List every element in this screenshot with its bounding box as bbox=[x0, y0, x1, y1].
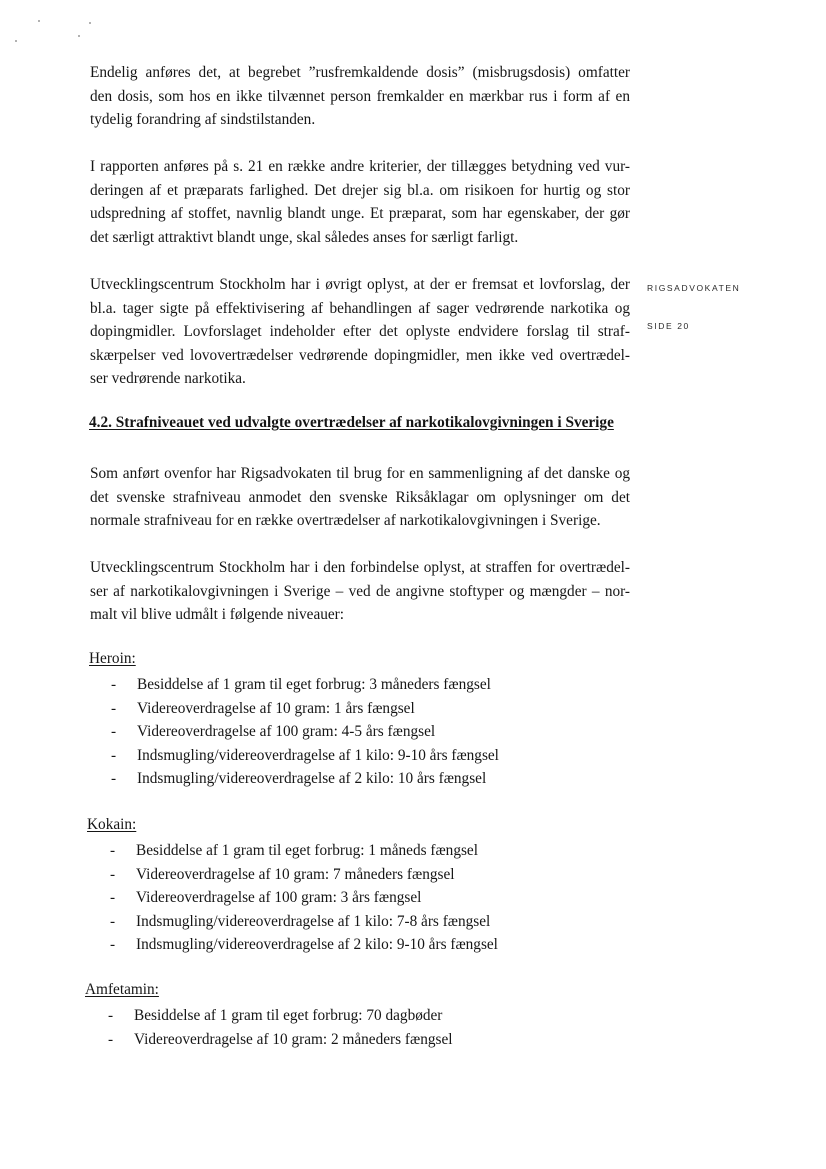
bullet-dash: - bbox=[110, 912, 116, 930]
bullet-dash: - bbox=[110, 889, 116, 907]
bullet-dash: - bbox=[111, 699, 117, 717]
list-item-text: Videreoverdragelse af 100 gram: 3 års fængsel bbox=[136, 889, 422, 907]
bullet-dash: - bbox=[110, 936, 116, 954]
text-line: ser af narkotikalovgivningen i Sverige – ved de angivne stoftyper og mængder – nor- bbox=[90, 582, 630, 600]
text-line: malt vil blive udmålt i følgende niveauer: bbox=[90, 606, 345, 624]
text-line: det svenske strafniveau anmodet den svenske Riksåklagar om oplysninger om det bbox=[90, 488, 630, 506]
text-line: Utvecklingscentrum Stockholm har i den forbindelse oplyst, at straffen for overtrædel- bbox=[90, 559, 630, 576]
list-item bbox=[110, 886, 498, 910]
list-item bbox=[108, 1004, 453, 1028]
list-item bbox=[110, 910, 498, 934]
penalty-list-heroin bbox=[111, 673, 499, 791]
list-item bbox=[111, 697, 499, 721]
list-item bbox=[108, 1028, 453, 1052]
list-item-text: Indsmugling/videreoverdragelse af 1 kilo: 9-10 års fængsel bbox=[137, 746, 499, 764]
body-paragraph-4 bbox=[90, 462, 630, 533]
list-item bbox=[111, 673, 499, 697]
list-item bbox=[111, 767, 499, 791]
penalty-list-kokain bbox=[110, 839, 498, 957]
text-line: deringen af et præparats farlighed. Det drejer sig bl.a. om risikoen for hurtig og stor bbox=[90, 181, 630, 199]
scan-speck bbox=[89, 22, 91, 24]
scan-speck bbox=[15, 40, 17, 42]
bullet-dash: - bbox=[108, 1030, 114, 1048]
section-heading: 4.2. Strafniveauet ved udvalgte overtrædelser af narkotikalovgivningen i Sverige bbox=[89, 414, 614, 431]
text-line: det særligt attraktivt blandt unge, skal således anses for særligt farligt. bbox=[90, 228, 519, 246]
bullet-dash: - bbox=[111, 723, 117, 741]
text-line: ser vedrørende narkotika. bbox=[90, 370, 246, 388]
list-item bbox=[110, 863, 498, 887]
bullet-dash: - bbox=[108, 1007, 114, 1024]
bullet-dash: - bbox=[111, 770, 117, 788]
list-item bbox=[111, 744, 499, 768]
list-item-text: Videreoverdragelse af 10 gram: 7 måneders fængsel bbox=[136, 865, 455, 883]
list-item-text: Indsmugling/videreoverdragelse af 2 kilo: 9-10 års fængsel bbox=[136, 936, 498, 954]
text-line: Endelig anføres det, at begrebet ”rusfremkaldende dosis” (misbrugsdosis) omfatter bbox=[90, 64, 630, 81]
bullet-dash: - bbox=[111, 746, 117, 764]
text-line: Som anført ovenfor har Rigsadvokaten til brug for en sammenligning af det danske og bbox=[90, 465, 630, 482]
text-line: bl.a. tager sigte på effektivisering af behandlingen af sager vedrørende narkotika og bbox=[90, 299, 630, 317]
list-item-text: Besiddelse af 1 gram til eget forbrug: 3 måneders fængsel bbox=[137, 676, 491, 693]
text-line: skærpelser ved lovovertrædelser vedrørende dopingmidler, men ikke ved overtrædel- bbox=[90, 346, 630, 364]
penalty-list-amfetamin bbox=[108, 1004, 453, 1051]
list-item bbox=[110, 839, 498, 863]
list-item-text: Indsmugling/videreoverdragelse af 2 kilo: 10 års fængsel bbox=[137, 770, 487, 788]
sidebar-page-number: SIDE 20 bbox=[647, 321, 690, 331]
text-line: dopingmidler. Lovforslaget indeholder efter det oplyste endvidere forslag til straf- bbox=[90, 323, 630, 341]
body-paragraph-5 bbox=[90, 556, 630, 627]
scan-speck bbox=[78, 35, 80, 37]
sidebar-org-name: RIGSADVOKATEN bbox=[647, 283, 741, 293]
bullet-dash: - bbox=[110, 842, 116, 859]
text-line: normale strafniveau for en række overtrædelser af narkotikalovgivningen i Sverige. bbox=[90, 512, 601, 530]
subheading-heroin: Heroin: bbox=[89, 650, 136, 667]
list-item-text: Videreoverdragelse af 10 gram: 1 års fængsel bbox=[137, 699, 415, 717]
list-item-text: Videreoverdragelse af 100 gram: 4-5 års fængsel bbox=[137, 723, 436, 741]
text-line: udspredning af stoffet, navnlig blandt unge. Et præparat, som har egenskaber, der gør bbox=[90, 205, 630, 223]
bullet-dash: - bbox=[111, 676, 117, 693]
subheading-amfetamin: Amfetamin: bbox=[85, 981, 159, 998]
bullet-dash: - bbox=[110, 865, 116, 883]
list-item-text: Besiddelse af 1 gram til eget forbrug: 70 dagbøder bbox=[134, 1007, 443, 1024]
list-item-text: Besiddelse af 1 gram til eget forbrug: 1 måneds fængsel bbox=[136, 842, 478, 859]
list-item-text: Indsmugling/videreoverdragelse af 1 kilo: 7-8 års fængsel bbox=[136, 912, 491, 930]
scan-speck bbox=[38, 20, 40, 22]
list-item-text: Videreoverdragelse af 10 gram: 2 måneders fængsel bbox=[134, 1030, 453, 1048]
list-item bbox=[111, 720, 499, 744]
text-line: I rapporten anføres på s. 21 en række andre kriterier, der tillægges betydning ved vur- bbox=[90, 158, 630, 175]
text-line: Utvecklingscentrum Stockholm har i øvrigt oplyst, at der er fremsat et lovforslag, der bbox=[90, 276, 630, 293]
text-line: den dosis, som hos en ikke tilvænnet person fremkalder en mærkbar rus i form af en bbox=[90, 87, 630, 105]
body-paragraph-3 bbox=[90, 273, 630, 391]
body-paragraph-2 bbox=[90, 155, 630, 249]
body-paragraph-1 bbox=[90, 61, 630, 132]
text-line: tydelig forandring af sindstilstanden. bbox=[90, 111, 316, 129]
list-item bbox=[110, 933, 498, 957]
subheading-kokain: Kokain: bbox=[87, 816, 137, 833]
